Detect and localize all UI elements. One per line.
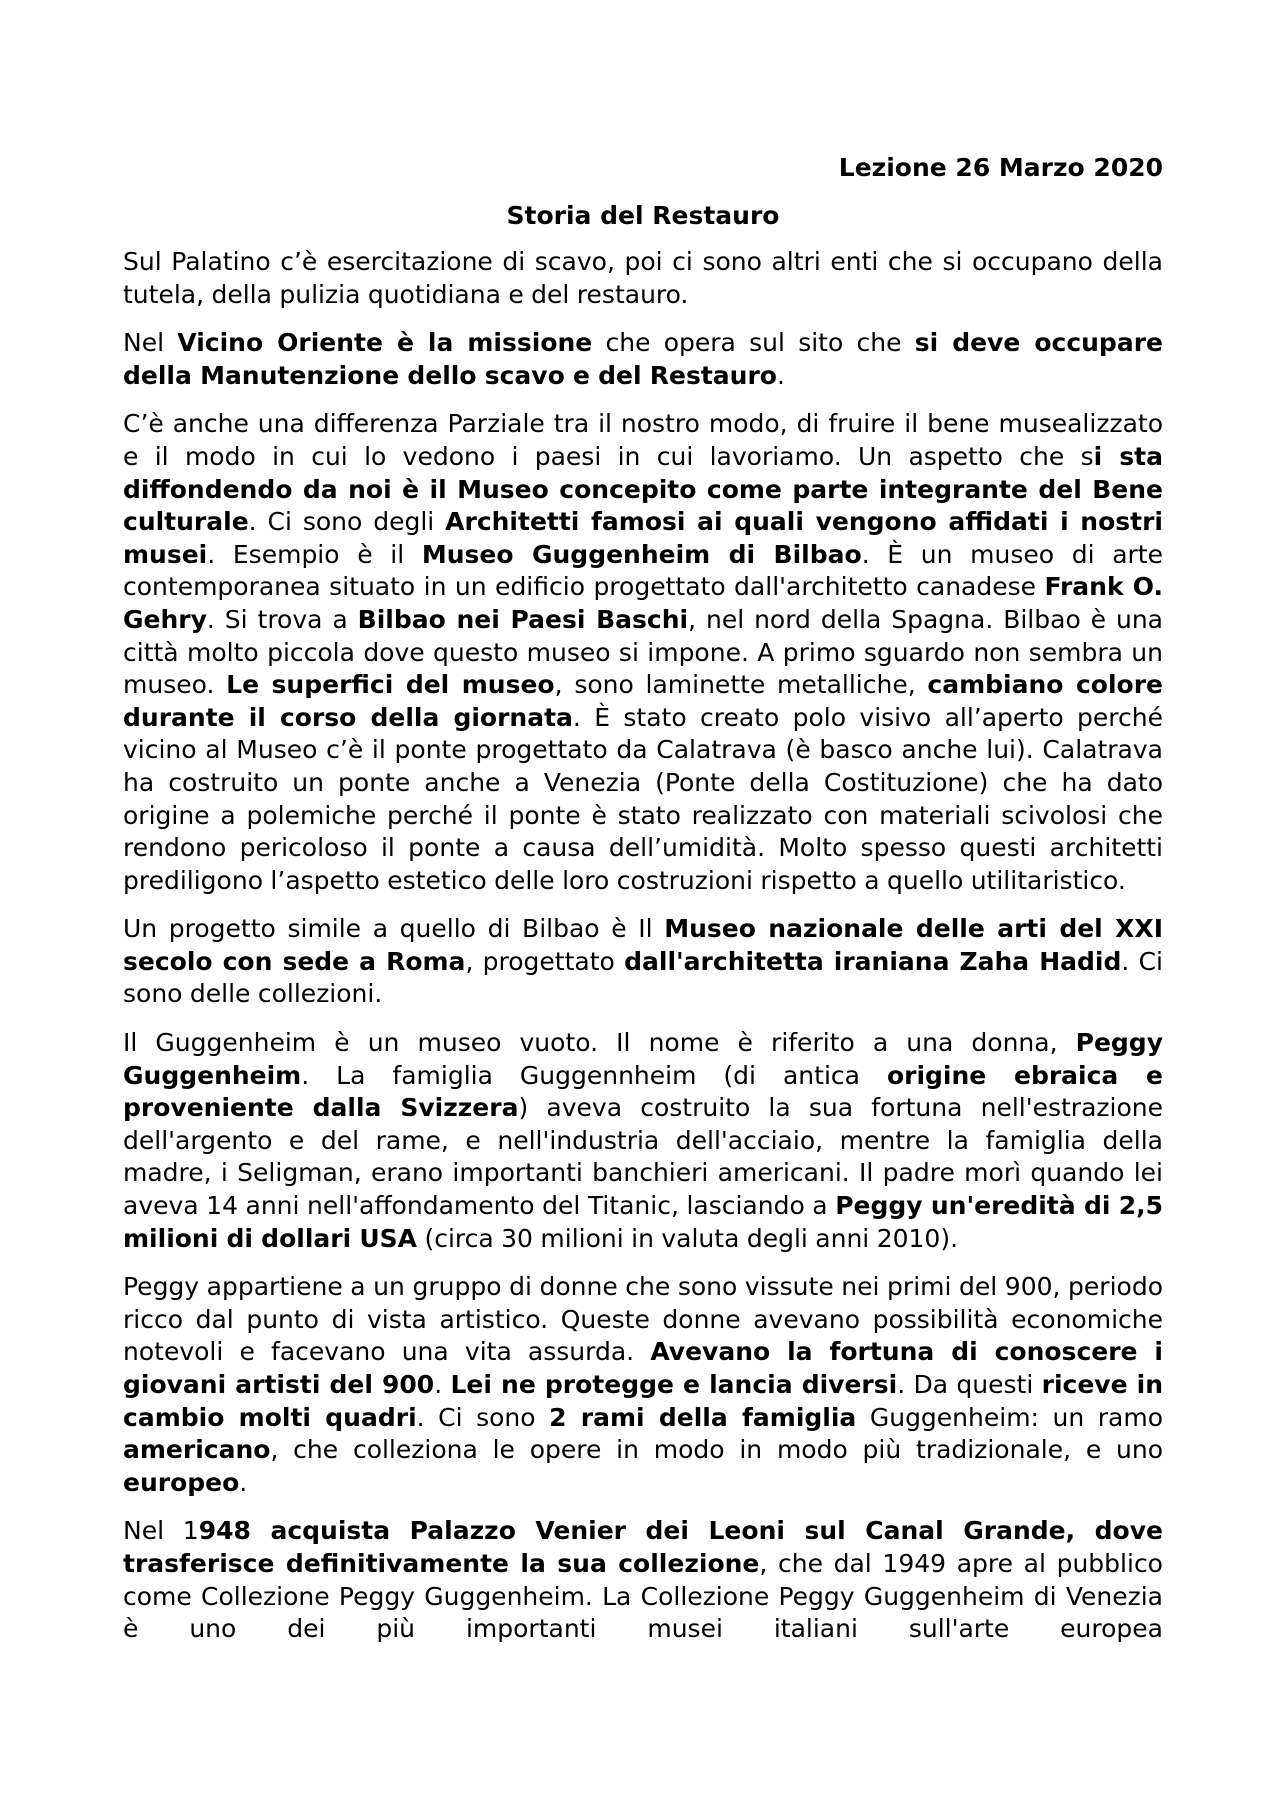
bold-text-segment: origine ebraica e proveniente dalla Svizzera (123, 1060, 1163, 1123)
text-segment: . Ci sono degli (248, 507, 446, 537)
text-segment: . Esempio è il (207, 539, 422, 569)
text-segment: , sono laminette metalliche, (554, 670, 928, 700)
bold-text-segment: Frank O. Gehry (123, 572, 1163, 634)
paragraph (123, 408, 1163, 897)
text-segment: . Da questi (897, 1370, 1042, 1399)
document-page (123, 148, 1163, 1662)
text-segment: . La famiglia Guggennheim (di antica (301, 1060, 887, 1090)
text-segment: , progettato (465, 946, 625, 976)
bold-text-segment: i sta diffondendo da noi è il Museo concepito come parte integrante del Bene culturale (123, 441, 1163, 537)
bold-text-segment: Le superfici del museo (226, 670, 555, 700)
lesson-date: Lezione 26 Marzo 2020 (838, 153, 1163, 182)
bold-text-segment: 948 acquista Palazzo Venier dei Leoni sul Canal Grande, dove trasferisce definitivamente la sua collezione (123, 1516, 1163, 1578)
document-title: Storia del Restauro (506, 201, 780, 230)
text-segment: (circa 30 milioni in valuta degli anni 2010). (417, 1223, 959, 1253)
text-segment: . (776, 360, 785, 390)
bold-text-segment: 2 rami della famiglia (549, 1402, 857, 1432)
text-segment: , che colleziona le opere in modo in modo più tradizionale, e uno (270, 1435, 1163, 1465)
bold-text-segment: Peggy un'eredità di 2,5 milioni di dollari USA (123, 1191, 1163, 1253)
text-segment: . (434, 1370, 451, 1399)
bold-text-segment: Avevano la fortuna di conoscere i giovani artisti del 900 (123, 1337, 1164, 1399)
paragraph (123, 327, 1163, 392)
paragraph (123, 246, 1163, 311)
text-segment: , che dal 1949 apre al pubblico come Collezione Peggy Guggenheim. La Collezione Peggy Guggenheim di Venezia è uno dei più importanti musei italiani sull'arte europea (123, 1548, 1163, 1644)
text-segment: Guggenheim: un ramo (856, 1402, 1163, 1432)
bold-text-segment: dall'architetta iraniana Zaha Hadid (624, 946, 1122, 976)
bold-text-segment: riceve in cambio molti quadri (123, 1370, 1163, 1432)
text-segment: Nel 1 (123, 1516, 199, 1546)
text-segment: . Ci sono (416, 1402, 550, 1432)
text-segment: . È un museo di arte contemporanea situato in un edificio progettato dall'architetto canadese (123, 539, 1163, 602)
bold-text-segment: Lei ne protegge e lancia diversi (450, 1370, 898, 1399)
bold-text-segment: americano (123, 1435, 271, 1465)
paragraph (123, 1515, 1163, 1645)
text-segment: Peggy appartiene a un gruppo di donne che sono vissute nei primi del 900, periodo ricco dal punto di vista artistico. Queste donne avevano possibilità economiche notevoli e facevano una vita assurda. (123, 1272, 1163, 1367)
text-segment: Il Guggenheim è un museo vuoto. Il nome è riferito a una donna, (123, 1028, 1076, 1058)
paragraph (123, 1027, 1163, 1255)
text-segment: . Si trova a (206, 604, 358, 634)
bold-text-segment: Museo nazionale delle arti del XXI secolo con sede a Roma (123, 914, 1163, 976)
bold-text-segment: Museo Guggenheim di Bilbao (421, 539, 862, 569)
text-segment: ) aveva costruito la sua fortuna nell'estrazione dell'argento e del rame, e nell'industria dell'acciaio, mentre la famiglia della madre, i Seligman, erano importanti banchieri americani. Il padre morì quando lei aveva 14 anni nell'affondamento del Titanic, lasciando a (123, 1093, 1163, 1221)
bold-text-segment: Architetti famosi ai quali vengono affidati i nostri musei (123, 507, 1164, 569)
bold-text-segment: si deve occupare della Manutenzione dello scavo e del Restauro (123, 328, 1163, 390)
paragraph (123, 913, 1163, 1011)
text-segment: C’è anche una differenza Parziale tra il nostro modo, di fruire il bene musealizzato e il modo in cui lo vedono i paesi in cui lavoriamo. Un aspetto che s (123, 409, 1163, 471)
text-segment: Un progetto simile a quello di Bilbao è Il (123, 914, 665, 944)
bold-text-segment: cambiano colore durante il corso della giornata (123, 670, 1163, 732)
text-segment: . Ci sono delle collezioni. (123, 946, 1163, 1009)
bold-text-segment: Vicino Oriente è la missione (177, 328, 593, 358)
text-segment: che opera sul sito che (592, 328, 915, 358)
text-segment: Sul Palatino c’è esercitazione di scavo, poi ci sono altri enti che si occupano della tutela, della pulizia quotidiana e del restauro. (123, 247, 1163, 309)
bold-text-segment: Bilbao nei Paesi Baschi (357, 604, 689, 634)
bold-text-segment: Peggy Guggenheim (123, 1028, 1163, 1090)
text-segment: Nel (123, 328, 178, 358)
bold-text-segment: europeo (123, 1467, 240, 1497)
paragraph (123, 1271, 1163, 1499)
text-segment: . È stato creato polo visivo all’aperto perché vicino al Museo c’è il ponte progettato da Calatrava (è basco anche lui). Calatrava ha costruito un ponte anche a Venezia (Ponte della Costituzione) che ha dato origine a polemiche perché il ponte è stato realizzato con materiali scivolosi che rendono pericoloso il ponte a causa dell’umidità. Molto spesso questi architetti prediligono l’aspetto estetico delle loro costruzioni rispetto a quello utilitaristico. (123, 702, 1163, 895)
text-segment: . (239, 1467, 248, 1497)
text-segment: , nel nord della Spagna. Bilbao è una città molto piccola dove questo museo si impone. A primo sguardo non sembra un museo. (123, 604, 1163, 700)
